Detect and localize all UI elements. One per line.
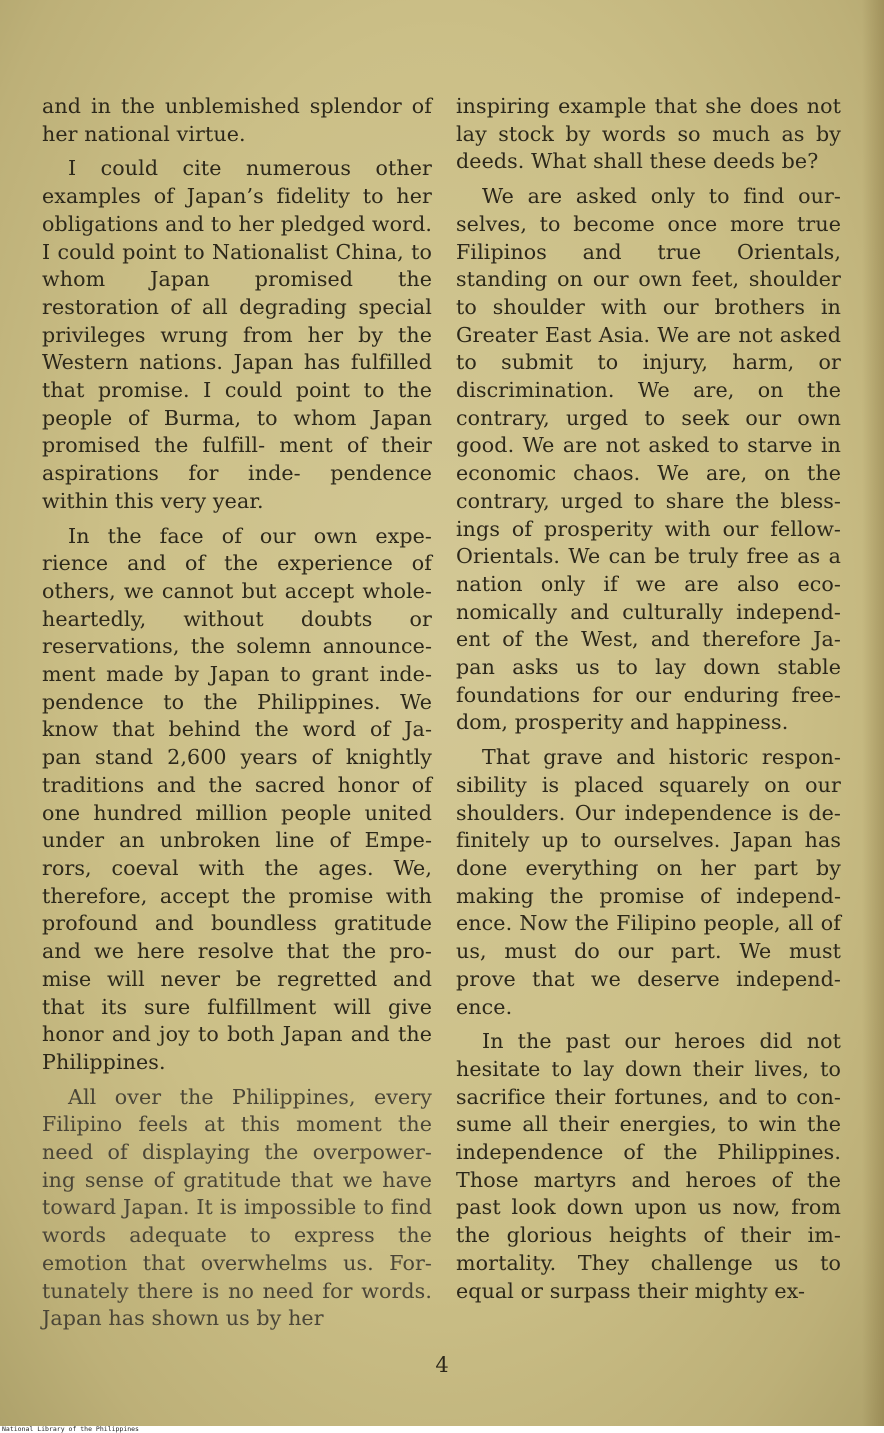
paragraph: and in the unblemished splendor of her national virtue. — [42, 94, 432, 146]
left-text-column — [42, 93, 432, 1340]
paragraph: That grave and historic respon- sibility is placed squarely on our shoulders. Our independence is de- finitely up to ourselves. Japan has done everything on her part by making the promise of independ- ence. Now the Filipino people, all of us, must do our part. We must prove that we deserve independ- ence. — [456, 745, 841, 1019]
paragraph: We are asked only to find our- selves, to become once more true Filipinos and true Orientals, standing on our own feet, shoulder to shoulder with our brothers in Greater East Asia. We are not asked to submit to injury, harm, or discrimination. We are, on the contrary, urged to seek our own good. We are not asked to starve in economic chaos. We are, on the contrary, urged to share the bless- ings of prosperity with our fellow- Orientals. We can be truly free as a nation only if we are also eco- nomically and culturally independ- ent of the West, and therefore Ja- pan asks us to lay down stable foundations for our enduring free- dom, prosperity and happiness. — [456, 184, 841, 735]
paragraph: All over the Philippines, every Filipino feels at this moment the need of displaying the overpower- ing sense of gratitude that we have toward Japan. It is impossible to find words adequate to express the emotion that overwhelms us. For- tunately there is no need for words. Japan has shown us by her — [42, 1084, 432, 1331]
paragraph: In the past our heroes did not hesitate to lay down their lives, to sacrifice their fortunes, and to con- sume all their energies, to win the independence of the Philippines. Those martyrs and heroes of the past look down upon us now, from the glorious heights of their im- mortality. They challenge us to equal or surpass their mighty ex- — [456, 1029, 841, 1303]
paragraph: I could cite numerous other examples of Japan’s fidelity to her obligations and to her pledged word. I could point to Nationalist China, to whom Japan promised the restoration of all degrading special privileges wrung from her by the Western nations. Japan has fulfilled that promise. I could point to the people of Burma, to whom Japan promised the fulfill- ment of their aspirations for inde- pendence within this very year. — [42, 156, 432, 513]
paragraph: inspiring example that she does not lay stock by words so much as by deeds. What shall these deeds be? — [456, 94, 841, 174]
page-edge-shadow — [862, 0, 884, 1426]
library-credit: National Library of the Philippines — [2, 1425, 139, 1433]
page-number: 4 — [435, 1353, 449, 1377]
right-text-column — [456, 93, 841, 1312]
paragraph: In the face of our own expe- rience and of the experience of others, we cannot but accept whole-heartedly, without doubts or reservations, the solemn announce- ment made by Japan to grant inde- pendence to the Philippines. We know that behind the word of Ja- pan stand 2,600 years of knightly traditions and the sacred honor of one hundred million people united under an unbroken line of Empe- rors, coeval with the ages. We, therefore, accept the promise with profound and boundless gratitude and we here resolve that the pro- mise will never be regretted and that its sure fulfillment will give honor and joy to both Japan and the Philippines. — [42, 523, 432, 1074]
